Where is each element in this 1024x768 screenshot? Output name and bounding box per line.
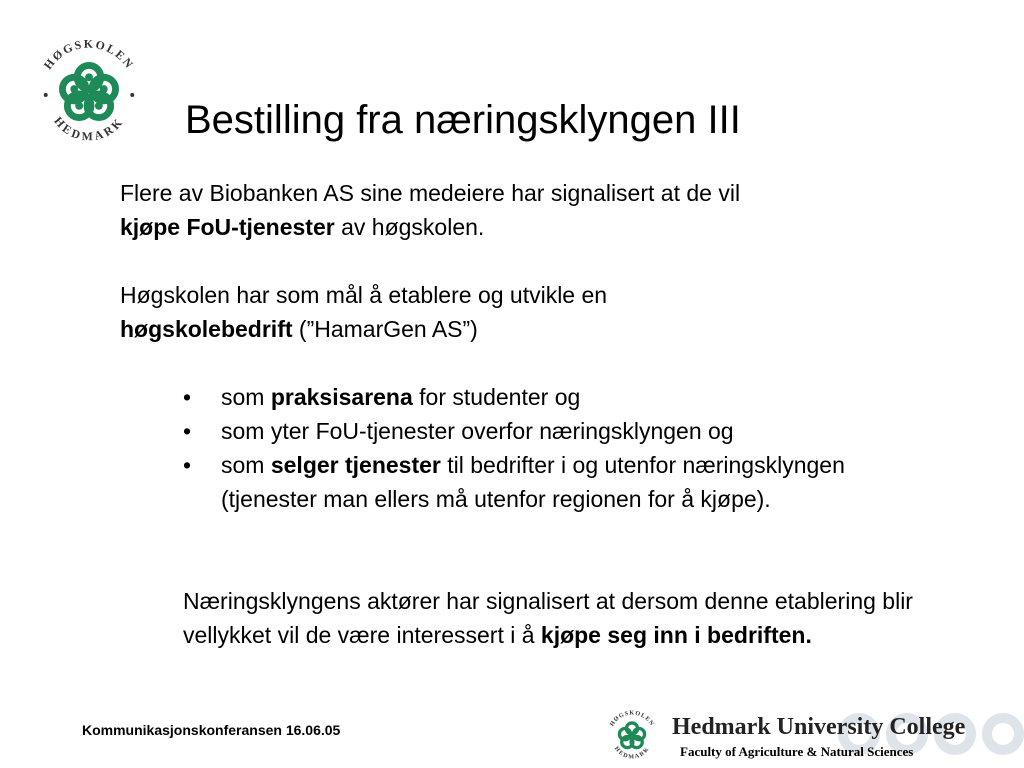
- svg-text:HØGSKOLEN: [609, 711, 654, 728]
- paragraph-naeringsklyngen: [183, 584, 913, 652]
- list-item: [183, 380, 903, 414]
- hogskolen-hedmark-logo: [30, 34, 148, 152]
- bullet-marker: •: [183, 418, 192, 444]
- logo-seal-top-text: HØGSKOLEN: [40, 36, 138, 72]
- paragraph-text: Høgskolen har som mål å etablere og utvikle en: [120, 282, 608, 308]
- paragraph-text: av høgskolen.: [334, 214, 485, 240]
- bullet-text: som: [221, 452, 271, 478]
- logo-seal-bottom-text: HEDMARK: [51, 113, 127, 144]
- svg-text:HEDMARK: [51, 114, 126, 143]
- faculty-name: Faculty of Agriculture & Natural Sciences: [680, 744, 914, 759]
- college-name: Hedmark University College: [672, 714, 966, 740]
- paragraph-bold-text: høgskolebedrift: [120, 316, 293, 342]
- footer-college-logo: [604, 708, 660, 764]
- list-item: [183, 448, 903, 516]
- bullet-bold-text: praksisarena: [270, 384, 413, 410]
- bullet-bold-text: selger tjenester: [270, 452, 441, 478]
- paragraph-text: Flere av Biobanken AS sine medeiere har signalisert at de vil: [120, 180, 741, 206]
- bullet-text: for studenter og: [412, 384, 581, 410]
- list-item: [183, 414, 903, 448]
- bullet-list: [183, 380, 903, 516]
- bullet-text: som: [221, 384, 271, 410]
- paragraph-hogskolebedrift: [120, 278, 920, 346]
- paragraph-biobanken: [120, 176, 920, 244]
- svg-text:HEDMARK: [613, 746, 651, 761]
- paragraph-text: Næringsklyngens aktører har signalisert at dersom denne etablering blir vellykket vil de være interessert i å: [183, 588, 913, 648]
- bullet-marker: •: [183, 384, 192, 410]
- footer-logo-seal-bottom-text: HEDMARK: [612, 745, 652, 761]
- slide-title: Bestilling fra næringsklyngen III: [185, 98, 741, 142]
- bullet-marker: •: [183, 452, 192, 478]
- paragraph-bold-text: kjøpe FoU-tjenester: [120, 214, 335, 240]
- bullet-text: til bedrifter i og utenfor næringsklyngen (tjenester man ellers må utenfor regionen for å kjøpe).: [221, 452, 845, 512]
- footer-logo-seal-top-text: HØGSKOLEN: [609, 710, 655, 728]
- footer-conference-label: Kommunikasjonskonferansen 16.06.05: [82, 722, 341, 738]
- paragraph-bold-text: kjøpe seg inn i bedriften.: [540, 622, 812, 648]
- paragraph-text: (”HamarGen AS”): [292, 316, 478, 342]
- bullet-text: som yter FoU-tjenester overfor næringsklyngen og: [221, 418, 734, 444]
